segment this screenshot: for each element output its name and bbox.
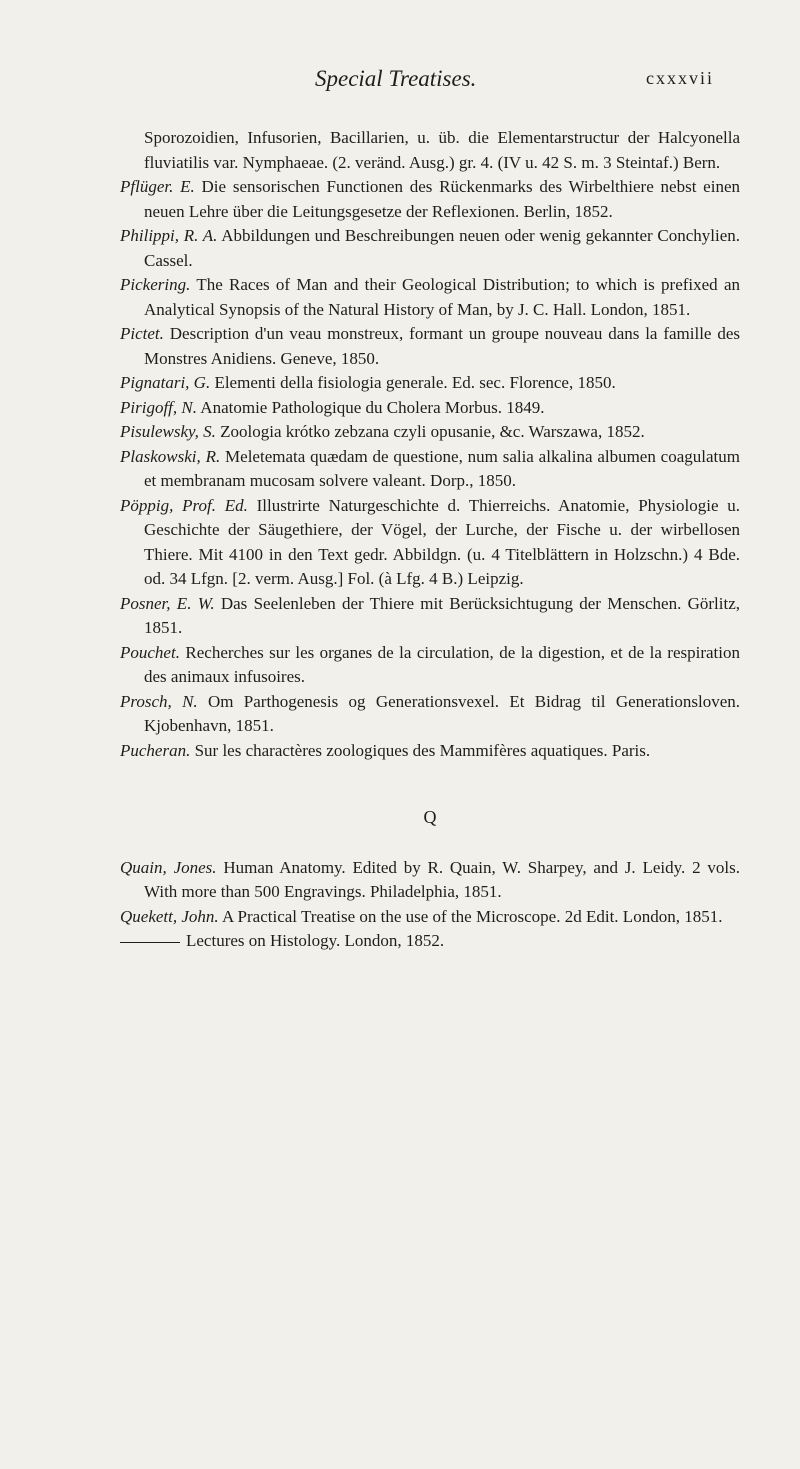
bibliography-entry xyxy=(120,739,740,764)
entry-author: Pflüger. E. xyxy=(120,177,195,196)
bibliography-entry xyxy=(120,396,740,421)
entry-author: Pisulewsky, S. xyxy=(120,422,216,441)
entry-text: Illustrirte Naturgeschichte d. Thierreichs. Anatomie, Physiologie u. Geschichte der Säugethiere, der Vögel, der Lurche, der Fische u. der wirbellosen Thiere. Mit 4100 in den Text gedr. Abbildgn. (u. 4 Titelblättern in Holzschn.) 4 Bde. od. 34 Lfgn. [2. verm. Ausg.] Fol. (à Lfg. 4 B.) Leipzig. xyxy=(144,495,740,588)
entry-author: Pickering. xyxy=(120,275,191,294)
bibliography-list xyxy=(120,126,740,954)
bibliography-entry xyxy=(120,322,740,371)
section-q-entries xyxy=(120,856,740,954)
entry-text: Elementi della fisiologia generale. Ed. sec. Florence, 1850. xyxy=(210,373,616,392)
bibliography-entry xyxy=(120,494,740,592)
entry-author: Plaskowski, R. xyxy=(120,446,221,466)
entry-author: Pouchet. xyxy=(120,642,180,662)
bibliography-entry xyxy=(120,273,740,322)
entry-author: Quain, Jones. xyxy=(120,857,217,877)
bibliography-entry xyxy=(120,690,740,739)
entry-author: Pirigoff, N. xyxy=(120,397,197,417)
bibliography-entry xyxy=(120,856,740,905)
section-heading-q: Q xyxy=(423,807,437,827)
entry-text: The Races of Man and their Geological Distribution; to which is prefixed an Analytical Synopsis of the Natural History of Man, by J. C. Hall. London, 1851. xyxy=(144,275,740,319)
bibliography-entry xyxy=(120,445,740,494)
entry-text: Meletemata quædam de questione, num salia alkalina albumen coagulatum et membranam mucosam solvere valeant. Dorp., 1850. xyxy=(144,446,740,490)
entry-author: Philippi, R. A. xyxy=(120,226,218,245)
bibliography-entry xyxy=(120,371,740,396)
bibliography-entry xyxy=(120,592,740,641)
page-header xyxy=(0,66,800,96)
bibliography-entry xyxy=(120,641,740,690)
entry-text: Lectures on Histology. London, 1852. xyxy=(186,931,445,950)
entry-text: Zoologia krótko zebzana czyli opusanie, &c. Warszawa, 1852. xyxy=(215,422,645,441)
entry-author: Prosch, N. xyxy=(120,691,198,711)
entry-text: Om Parthogenesis og Generationsvexel. Et Bidrag til Generationsloven. Kjobenhavn, 1851. xyxy=(144,691,740,735)
entry-text: Description d'un veau monstreux, formant un groupe nouveau dans la famille des Monstres Anidiens. Geneve, 1850. xyxy=(144,324,740,368)
entry-text: A Practical Treatise on the use of the Microscope. 2d Edit. London, 1851. xyxy=(218,906,723,926)
bibliography-entry xyxy=(120,929,740,954)
entry-author: Pictet. xyxy=(120,324,164,343)
entry-author: Pignatari, G. xyxy=(120,373,211,392)
bibliography-entry xyxy=(120,905,740,930)
bibliography-entry xyxy=(120,175,740,224)
bibliography-entry xyxy=(120,224,740,273)
entry-author: Pucheran. xyxy=(120,740,191,760)
entry-text: Das Seelenleben der Thiere mit Berücksichtugung der Menschen. Görlitz, 1851. xyxy=(144,593,741,637)
ditto-dash xyxy=(120,942,180,943)
entry-author: Posner, E. W. xyxy=(120,593,215,613)
entry-text: Die sensorischen Functionen des Rückenmarks des Wirbelthiere nebst einen neuen Lehre über die Leitungsgesetze der Reflexionen. Berlin, 1852. xyxy=(144,177,740,221)
page-number: cxxxvii xyxy=(646,68,714,88)
running-title: Special Treatises. xyxy=(315,66,477,91)
entry-text: Sur les charactères zoologiques des Mammifères aquatiques. Paris. xyxy=(190,740,651,760)
section-p-entries xyxy=(120,175,740,763)
entry-text: Anatomie Pathologique du Cholera Morbus. 1849. xyxy=(196,397,545,417)
entry-text: Human Anatomy. Edited by R. Quain, W. Sharpey, and J. Leidy. 2 vols. With more than 500 Engravings. Philadelphia, 1851. xyxy=(144,857,740,901)
entry-author: Pöppig, Prof. Ed. xyxy=(120,495,248,515)
bibliography-entry xyxy=(120,420,740,445)
continued-entry: Sporozoidien, Infusorien, Bacillarien, u. üb. die Elementarstructur der Halcyonella fluviatilis var. Nymphaeae. (2. veränd. Ausg.) gr. 4. (IV u. 42 S. m. 3 Steintaf.) Bern. xyxy=(144,128,740,172)
entry-author: Quekett, John. xyxy=(120,906,219,926)
entry-text: Recherches sur les organes de la circulation, de la digestion, et de la respiration des animaux infusoires. xyxy=(144,642,740,686)
entry-text: Abbildungen und Beschreibungen neuen oder wenig gekannter Conchylien. Cassel. xyxy=(144,226,740,270)
